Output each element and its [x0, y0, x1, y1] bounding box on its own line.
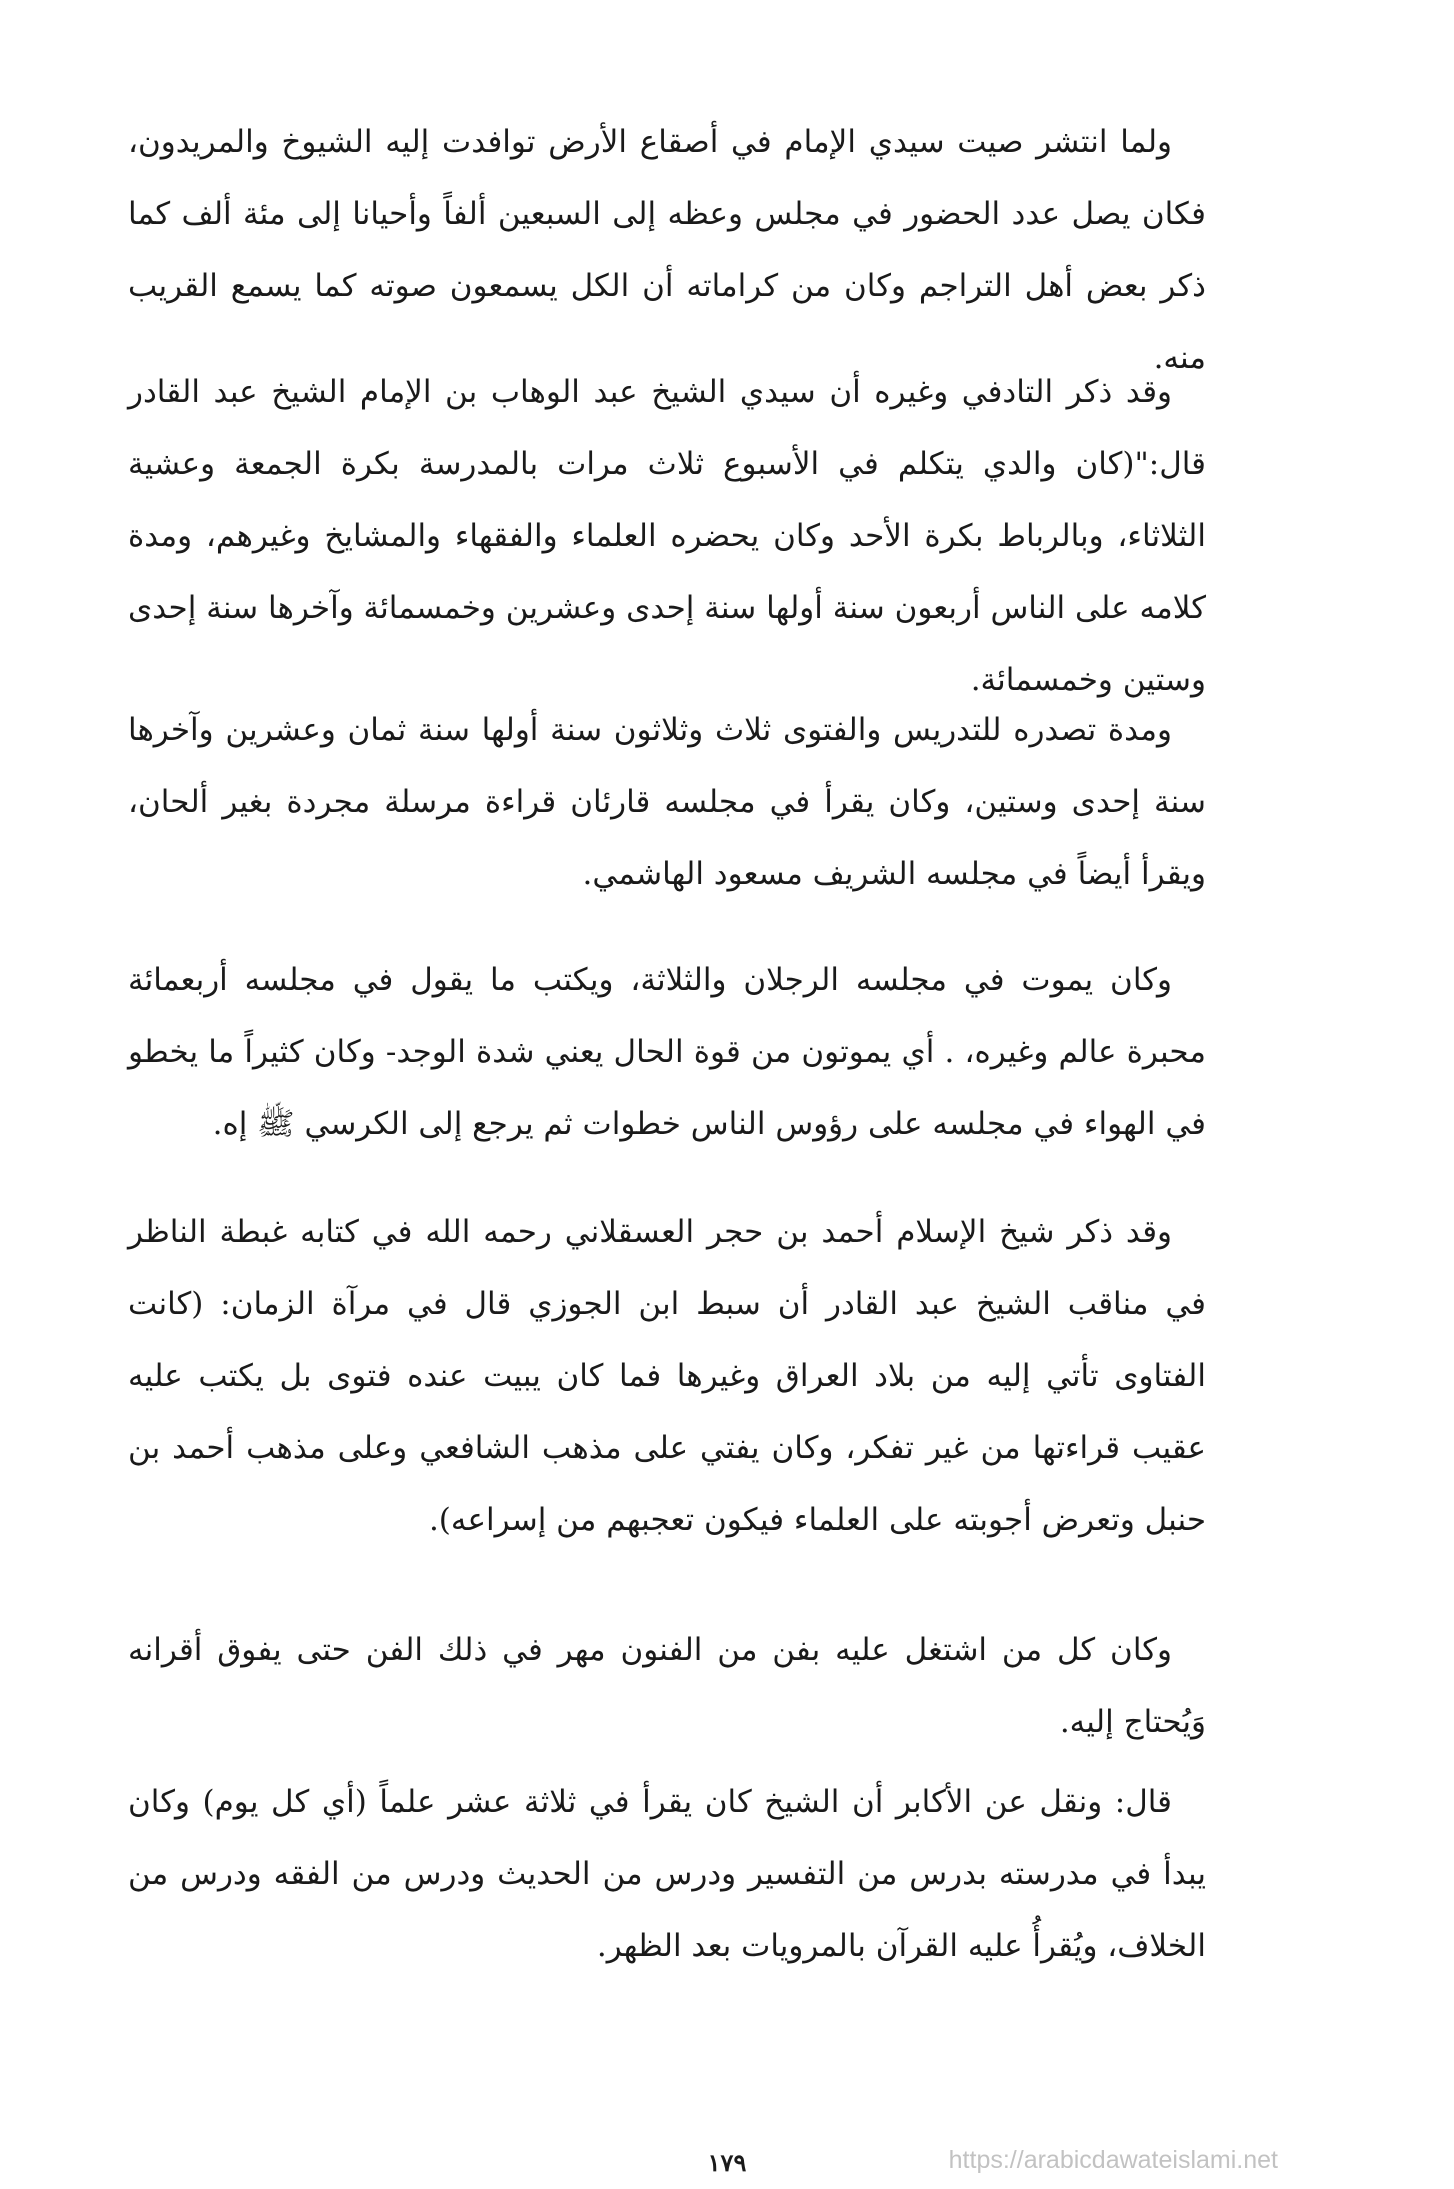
- paragraph-text: وقد ذكر التادفي وغيره أن سيدي الشيخ عبد الوهاب بن الإمام الشيخ عبد القادر قال:"(كان والدي يتكلم في الأسبوع ثلاث مرات بالمدرسة بكرة الجمعة وعشية الثلاثاء، وبالرباط بكرة الأحد وكان يحضره العلماء والفقهاء والمشايخ وغيرهم، ومدة كلامه على الناس أربعون سنة أولها سنة إحدى وعشرين وخمسمائة وآخرها سنة إحدى وستين وخمسمائة.: [128, 374, 1206, 698]
- paragraph-4: [128, 944, 1206, 1160]
- paragraph-7: [128, 1766, 1206, 1982]
- paragraph-3: [128, 694, 1206, 910]
- paragraph-6: [128, 1614, 1206, 1758]
- paragraph-1: [128, 106, 1206, 394]
- paragraph-text: ولما انتشر صيت سيدي الإمام في أصقاع الأرض توافدت إليه الشيوخ والمريدون، فكان يصل عدد الحضور في مجلس وعظه إلى السبعين ألفاً وأحيانا إلى مئة ألف كما ذكر بعض أهل التراجم وكان من كراماته أن الكل يسمعون صوته كما يسمع القريب منه.: [128, 124, 1206, 376]
- paragraph-5: [128, 1196, 1206, 1556]
- paragraph-text: ومدة تصدره للتدريس والفتوى ثلاث وثلاثون سنة أولها سنة ثمان وعشرين وآخرها سنة إحدى وستين، وكان يقرأ في مجلسه قارئان قراءة مرسلة مجردة بغير ألحان، ويقرأ أيضاً في مجلسه الشريف مسعود الهاشمي.: [128, 712, 1206, 892]
- paragraph-text: وكان يموت في مجلسه الرجلان والثلاثة، ويكتب ما يقول في مجلسه أربعمائة محبرة عالم وغيره، . أي يموتون من قوة الحال يعني شدة الوجد- وكان كثيراً ما يخطو في الهواء في مجلسه على رؤوس الناس خطوات ثم يرجع إلى الكرسي ﷺ إه.: [128, 962, 1206, 1142]
- paragraph-text: وقد ذكر شيخ الإسلام أحمد بن حجر العسقلاني رحمه الله في كتابه غبطة الناظر في مناقب الشيخ عبد القادر أن سبط ابن الجوزي قال في مرآة الزمان: (كانت الفتاوى تأتي إليه من بلاد العراق وغيرها فما كان يبيت عنده فتوى بل يكتب عليه عقيب قراءتها من غير تفكر، وكان يفتي على مذهب الشافعي وعلى مذهب أحمد بن حنبل وتعرض أجوبته على العلماء فيكون تعجبهم من إسراعه).: [128, 1214, 1207, 1538]
- paragraph-2: [128, 356, 1206, 716]
- paragraph-text: وكان كل من اشتغل عليه بفن من الفنون مهر في ذلك الفن حتى يفوق أقرانه وَيُحتاج إليه.: [128, 1632, 1206, 1740]
- watermark-url: https://arabicdawateislami.net: [948, 2146, 1278, 2174]
- page-number: ١٧٩: [707, 2148, 747, 2177]
- paragraph-text: قال: ونقل عن الأكابر أن الشيخ كان يقرأ في ثلاثة عشر علماً (أي كل يوم) وكان يبدأ في مدرسته بدرس من التفسير ودرس من الحديث ودرس من الفقه ودرس من الخلاف، ويُقرأُ عليه القرآن بالمرويات بعد الظهر.: [128, 1784, 1206, 1964]
